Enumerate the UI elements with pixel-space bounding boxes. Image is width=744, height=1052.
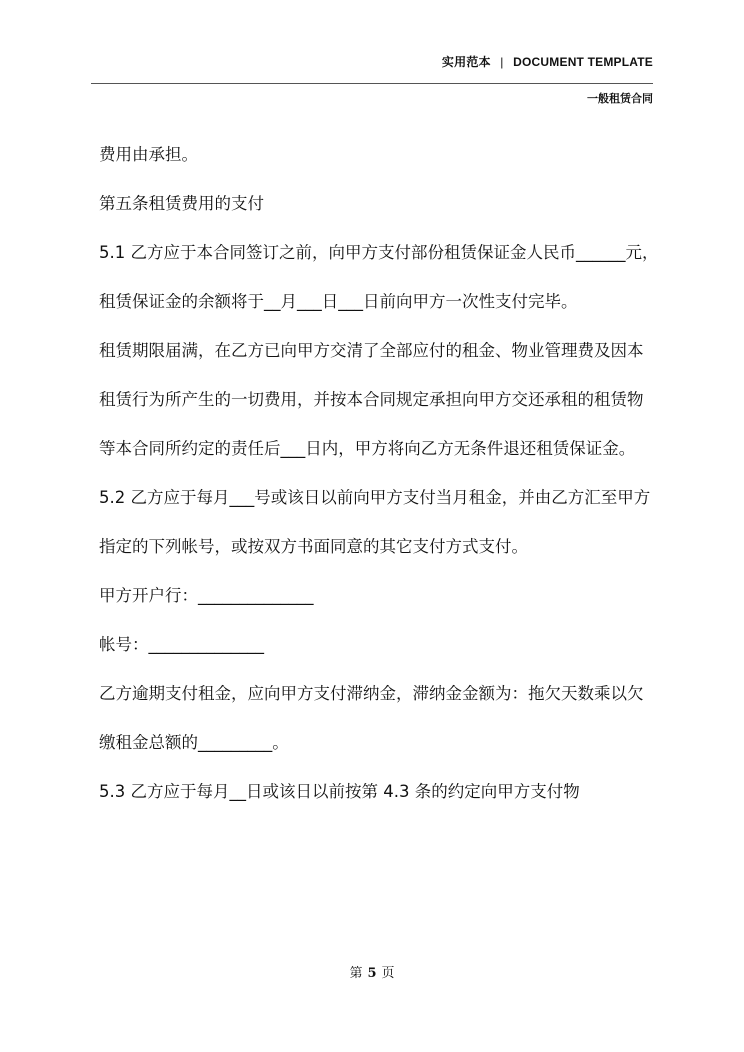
header-label-en: DOCUMENT TEMPLATE xyxy=(513,55,653,69)
document-subtitle: 一般租赁合同 xyxy=(587,92,653,105)
header-label-cn: 实用范本 xyxy=(441,55,491,69)
clause-5-3: 5.3 乙方应于每月__日或该日以前按第 4.3 条的约定向甲方支付物 xyxy=(99,782,580,801)
clause-5-1: 5.1 乙方应于本合同签订之前，向甲方支付部份租赁保证金人民币______元，租赁保证金的余额将于__月___日___日前向甲方一次性支付完毕。 xyxy=(99,243,659,311)
header-separator: | xyxy=(500,55,504,69)
document-body xyxy=(99,130,659,816)
header-divider xyxy=(91,83,653,84)
page-number: 5 xyxy=(367,966,377,981)
paragraph-late-fee: 乙方逾期支付租金，应向甲方支付滞纳金，滞纳金金额为：拖欠天数乘以欠缴租金总额的_________。 xyxy=(99,684,644,752)
document-header xyxy=(442,53,653,70)
article-five-heading: 第五条租赁费用的支付 xyxy=(99,194,264,213)
clause-5-2: 5.2 乙方应于每月___号或该日以前向甲方支付当月租金，并由乙方汇至甲方指定的下列帐号，或按双方书面同意的其它支付方式支付。 xyxy=(99,488,651,556)
page-footer xyxy=(0,962,744,981)
page-prefix: 第 xyxy=(349,966,363,981)
account-field: 帐号：______________ xyxy=(99,635,264,654)
bank-field: 甲方开户行：______________ xyxy=(99,586,314,605)
paragraph-cost-bearing: 费用由承担。 xyxy=(99,145,198,164)
paragraph-deposit-refund: 租赁期限届满，在乙方已向甲方交清了全部应付的租金、物业管理费及因本租赁行为所产生的一切费用，并按本合同规定承担向甲方交还承租的租赁物等本合同所约定的责任后___日内，甲方将向乙方无条件退还租赁保证金。 xyxy=(99,341,644,458)
page-suffix: 页 xyxy=(381,966,395,981)
